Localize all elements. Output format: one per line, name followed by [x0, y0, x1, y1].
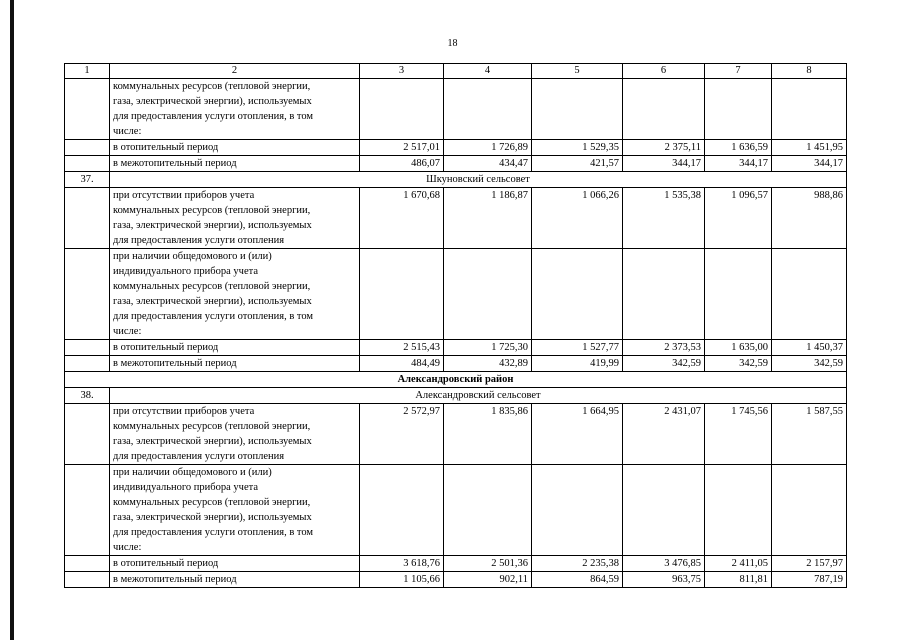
- description-cell: [110, 356, 360, 372]
- value-cell: 2 431,07: [623, 404, 705, 465]
- row-number-cell: [65, 156, 110, 172]
- header-cell: 1: [65, 64, 110, 79]
- row-number-cell: [65, 465, 110, 556]
- value-cell: [532, 249, 623, 340]
- value-cell: 988,86: [772, 188, 847, 249]
- table-row: [65, 249, 847, 340]
- description-line: в межотопительный период: [113, 358, 237, 369]
- description-line: индивидуального прибора учета: [113, 482, 258, 493]
- description-line: числе:: [113, 326, 142, 337]
- value-cell: [360, 79, 444, 140]
- value-cell: [705, 79, 772, 140]
- value-cell: 2 517,01: [360, 140, 444, 156]
- description-line: при наличии общедомового и (или): [113, 251, 272, 262]
- value-cell: 1 529,35: [532, 140, 623, 156]
- description-cell: [110, 249, 360, 340]
- row-number-cell: [65, 188, 110, 249]
- tariff-table: [64, 63, 847, 588]
- value-cell: [623, 249, 705, 340]
- description-line: при отсутствии приборов учета: [113, 190, 255, 201]
- value-cell: [360, 249, 444, 340]
- header-cell: 7: [705, 64, 772, 79]
- table-row: [65, 404, 847, 465]
- value-cell: [705, 465, 772, 556]
- description-cell: [110, 556, 360, 572]
- value-cell: 3 618,76: [360, 556, 444, 572]
- table-row: [65, 556, 847, 572]
- header-cell: 2: [110, 64, 360, 79]
- value-cell: 3 476,85: [623, 556, 705, 572]
- table-row: [65, 572, 847, 588]
- header-row: [65, 64, 847, 79]
- value-cell: 787,19: [772, 572, 847, 588]
- row-number-cell: [65, 140, 110, 156]
- value-cell: 421,57: [532, 156, 623, 172]
- description-cell: [110, 572, 360, 588]
- row-number-cell: 37.: [65, 172, 110, 188]
- description-line: для предоставления услуги отопления, в том: [113, 111, 314, 122]
- description-line: числе:: [113, 126, 142, 137]
- value-cell: [772, 465, 847, 556]
- value-cell: 2 411,05: [705, 556, 772, 572]
- value-cell: 1 096,57: [705, 188, 772, 249]
- value-cell: [360, 465, 444, 556]
- description-line: коммунальных ресурсов (тепловой энергии,: [113, 205, 311, 216]
- settlement-name: Александровский сельсовет: [110, 388, 847, 404]
- value-cell: 2 572,97: [360, 404, 444, 465]
- binding-bar: [10, 0, 14, 640]
- table-row: [65, 140, 847, 156]
- description-line: при отсутствии приборов учета: [113, 406, 255, 417]
- description-line: газа, электрической энергии), используемых: [113, 96, 312, 107]
- description-cell: [110, 404, 360, 465]
- table-row: [65, 79, 847, 140]
- value-cell: 432,89: [444, 356, 532, 372]
- value-cell: 1 186,87: [444, 188, 532, 249]
- row-number-cell: [65, 249, 110, 340]
- value-cell: 1 105,66: [360, 572, 444, 588]
- value-cell: 486,07: [360, 156, 444, 172]
- value-cell: 1 835,86: [444, 404, 532, 465]
- description-cell: [110, 188, 360, 249]
- row-number-cell: [65, 404, 110, 465]
- value-cell: [444, 465, 532, 556]
- value-cell: 2 501,36: [444, 556, 532, 572]
- page-number: 18: [447, 38, 458, 49]
- value-cell: 1 527,77: [532, 340, 623, 356]
- value-cell: 2 235,38: [532, 556, 623, 572]
- row-number-cell: [65, 556, 110, 572]
- table-row: [65, 156, 847, 172]
- value-cell: 902,11: [444, 572, 532, 588]
- table-row: [65, 356, 847, 372]
- description-line: в межотопительный период: [113, 574, 237, 585]
- value-cell: 434,47: [444, 156, 532, 172]
- value-cell: 811,81: [705, 572, 772, 588]
- value-cell: 419,99: [532, 356, 623, 372]
- row-number-cell: [65, 340, 110, 356]
- settlement-row: [65, 172, 847, 188]
- description-line: газа, электрической энергии), используемых: [113, 296, 312, 307]
- value-cell: 1 535,38: [623, 188, 705, 249]
- value-cell: 1 725,30: [444, 340, 532, 356]
- value-cell: 963,75: [623, 572, 705, 588]
- row-number-cell: [65, 572, 110, 588]
- settlement-row: [65, 388, 847, 404]
- value-cell: [532, 79, 623, 140]
- value-cell: 1 745,56: [705, 404, 772, 465]
- row-number-cell: [65, 356, 110, 372]
- header-cell: 3: [360, 64, 444, 79]
- value-cell: 342,59: [623, 356, 705, 372]
- header-cell: 4: [444, 64, 532, 79]
- description-line: газа, электрической энергии), используемых: [113, 512, 312, 523]
- description-cell: [110, 79, 360, 140]
- description-line: для предоставления услуги отопления, в том: [113, 311, 314, 322]
- description-line: газа, электрической энергии), используемых: [113, 220, 312, 231]
- value-cell: [444, 79, 532, 140]
- table-row: [65, 188, 847, 249]
- description-cell: [110, 156, 360, 172]
- description-line: в отопительный период: [113, 558, 219, 569]
- value-cell: 2 375,11: [623, 140, 705, 156]
- header-cell: 5: [532, 64, 623, 79]
- value-cell: 1 636,59: [705, 140, 772, 156]
- description-line: газа, электрической энергии), используемых: [113, 436, 312, 447]
- description-line: для предоставления услуги отопления, в том: [113, 527, 314, 538]
- value-cell: [705, 249, 772, 340]
- description-line: при наличии общедомового и (или): [113, 467, 272, 478]
- table-body: [65, 64, 847, 588]
- value-cell: 1 450,37: [772, 340, 847, 356]
- value-cell: 2 515,43: [360, 340, 444, 356]
- value-cell: 484,49: [360, 356, 444, 372]
- value-cell: [444, 249, 532, 340]
- value-cell: [623, 465, 705, 556]
- settlement-name: Шкуновский сельсовет: [110, 172, 847, 188]
- value-cell: 342,59: [705, 356, 772, 372]
- description-line: коммунальных ресурсов (тепловой энергии,: [113, 281, 311, 292]
- description-line: коммунальных ресурсов (тепловой энергии,: [113, 421, 311, 432]
- value-cell: 1 664,95: [532, 404, 623, 465]
- value-cell: 1 066,26: [532, 188, 623, 249]
- description-line: числе:: [113, 542, 142, 553]
- description-cell: [110, 340, 360, 356]
- row-number-cell: [65, 79, 110, 140]
- value-cell: 1 635,00: [705, 340, 772, 356]
- description-line: в межотопительный период: [113, 158, 237, 169]
- row-number-cell: 38.: [65, 388, 110, 404]
- value-cell: 344,17: [772, 156, 847, 172]
- description-line: в отопительный период: [113, 342, 219, 353]
- header-cell: 6: [623, 64, 705, 79]
- value-cell: [772, 79, 847, 140]
- value-cell: 1 726,89: [444, 140, 532, 156]
- value-cell: 2 373,53: [623, 340, 705, 356]
- description-cell: [110, 465, 360, 556]
- description-line: для предоставления услуги отопления: [113, 451, 285, 462]
- header-cell: 8: [772, 64, 847, 79]
- value-cell: [532, 465, 623, 556]
- district-name: Александровский район: [65, 372, 847, 388]
- value-cell: 1 587,55: [772, 404, 847, 465]
- description-line: для предоставления услуги отопления: [113, 235, 285, 246]
- value-cell: 864,59: [532, 572, 623, 588]
- value-cell: [623, 79, 705, 140]
- value-cell: 344,17: [623, 156, 705, 172]
- value-cell: 344,17: [705, 156, 772, 172]
- value-cell: 2 157,97: [772, 556, 847, 572]
- value-cell: 1 451,95: [772, 140, 847, 156]
- district-row: [65, 372, 847, 388]
- table-row: [65, 465, 847, 556]
- value-cell: [772, 249, 847, 340]
- description-line: коммунальных ресурсов (тепловой энергии,: [113, 81, 311, 92]
- description-line: коммунальных ресурсов (тепловой энергии,: [113, 497, 311, 508]
- value-cell: 342,59: [772, 356, 847, 372]
- description-cell: [110, 140, 360, 156]
- description-line: индивидуального прибора учета: [113, 266, 258, 277]
- description-line: в отопительный период: [113, 142, 219, 153]
- value-cell: 1 670,68: [360, 188, 444, 249]
- table-row: [65, 340, 847, 356]
